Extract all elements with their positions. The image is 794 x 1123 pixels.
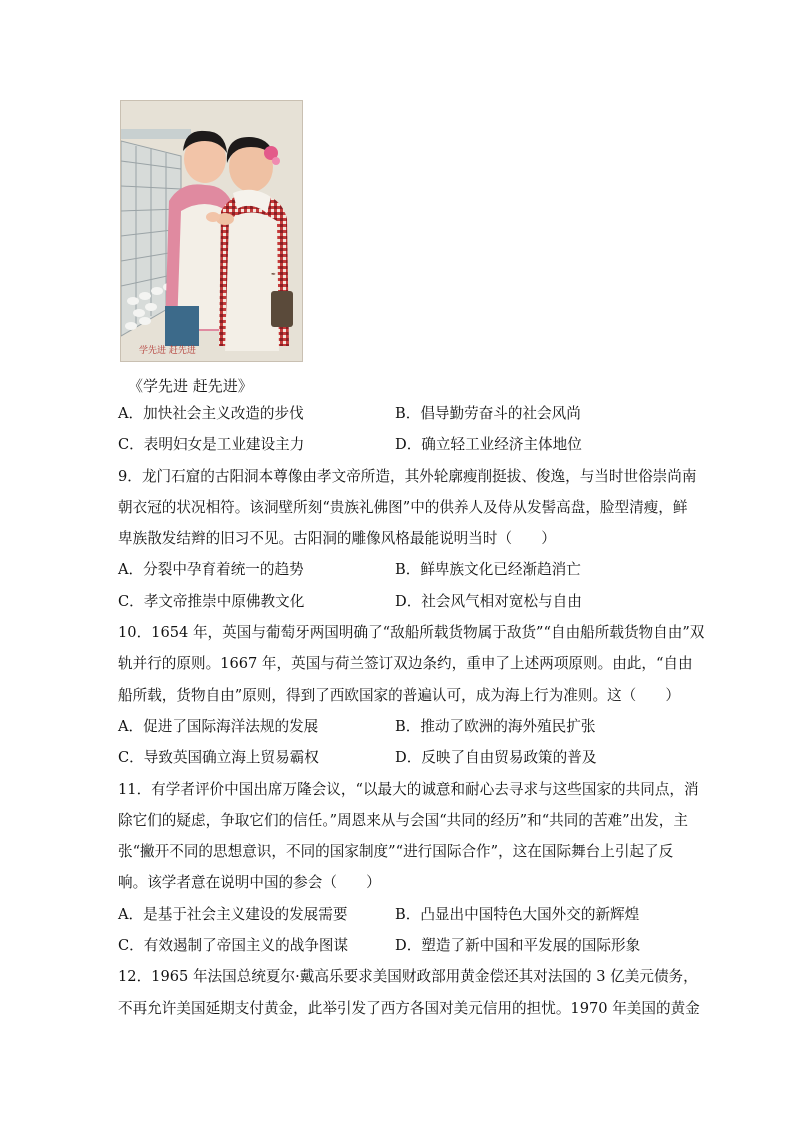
option-a[interactable]: A．促进了国际海洋法规的发展 bbox=[118, 717, 319, 735]
question-stem-line: 除它们的疑虑，争取它们的信任。”周恩来从与会国“共同的经历”和“共同的苦难”出发，主 bbox=[118, 811, 688, 829]
poster-signature-mark: ✒ bbox=[271, 271, 277, 278]
option-d[interactable]: D．确立轻工业经济主体地位 bbox=[395, 436, 582, 454]
option-b[interactable]: B．鲜卑族文化已经渐趋消亡 bbox=[395, 561, 581, 579]
question-stem-line: 响。该学者意在说明中国的参会（ ） bbox=[118, 874, 381, 892]
question-9 bbox=[118, 461, 697, 617]
options-row bbox=[118, 742, 678, 773]
question-stem-line: 张“撇开不同的思想意识，不同的国家制度”“进行国际合作”，这在国际舞台上引起了反 bbox=[118, 843, 674, 861]
option-a[interactable]: A．是基于社会主义建设的发展需要 bbox=[118, 905, 348, 923]
option-b[interactable]: B．推动了欧洲的海外殖民扩张 bbox=[395, 717, 596, 735]
option-a[interactable]: A．加快社会主义改造的步伐 bbox=[118, 405, 304, 422]
options-row bbox=[118, 398, 678, 429]
option-c[interactable]: C．表明妇女是工业建设主力 bbox=[118, 436, 305, 454]
question-stem-line: 船所载，货物自由”原则，得到了西欧国家的普遍认可，成为海上行为准则。这（ ） bbox=[118, 686, 681, 704]
options-row bbox=[118, 930, 678, 961]
option-a[interactable]: A．分裂中孕育着统一的趋势 bbox=[118, 561, 304, 579]
question-stem-line: 9．龙门石窟的古阳洞本尊像由孝文帝所造，其外轮廓瘦削挺拔、俊逸，与当时世俗崇尚南 bbox=[118, 467, 697, 485]
question-11 bbox=[118, 774, 699, 962]
option-d[interactable]: D．社会风气相对宽松与自由 bbox=[395, 592, 582, 610]
question-12 bbox=[118, 961, 700, 1024]
option-d[interactable]: D．反映了自由贸易政策的普及 bbox=[395, 749, 597, 767]
poster-slogan: 学先进 赶先进 bbox=[139, 346, 196, 356]
question-stem-line: 10．1654 年，英国与葡萄牙两国明确了“敌船所载货物属于敌货”“自由船所载货物自由”双 bbox=[118, 624, 705, 642]
option-b[interactable]: B．凸显出中国特色大国外交的新辉煌 bbox=[395, 905, 640, 923]
question-stem-line: 轨并行的原则。1667 年，英国与荷兰签订双边条约，重申了上述两项原则。由此，“自由 bbox=[118, 655, 693, 673]
question-10 bbox=[118, 617, 705, 773]
question-stem-line: 11．有学者评价中国出席万隆会议，“以最大的诚意和耐心去寻求与这些国家的共同点，消 bbox=[118, 780, 699, 798]
option-c[interactable]: C．孝文帝推崇中原佛教文化 bbox=[118, 592, 305, 610]
options-row bbox=[118, 899, 678, 930]
options-row bbox=[118, 711, 678, 742]
question-stem-line: 不再允许美国延期支付黄金，此举引发了西方各国对美元信用的担忧。1970 年美国的黄金 bbox=[118, 999, 700, 1017]
question-stem-line: 12．1965 年法国总统夏尔·戴高乐要求美国财政部用黄金偿还其对法国的 3 亿美元债务， bbox=[118, 968, 698, 986]
options-row bbox=[118, 429, 678, 460]
options-row bbox=[118, 586, 678, 617]
poster-illustration bbox=[121, 101, 302, 361]
propaganda-poster-image bbox=[120, 100, 303, 362]
image-caption: 《学先进 赶先进》 bbox=[128, 377, 253, 395]
option-b[interactable]: B．倡导勤劳奋斗的社会风尚 bbox=[395, 405, 581, 422]
question-stem-line: 朝衣冠的状况相符。该洞壁所刻“贵族礼佛图”中的供养人及侍从发髻高盘，脸型清瘦，鲜 bbox=[118, 498, 688, 516]
option-d[interactable]: D．塑造了新中国和平发展的国际形象 bbox=[395, 937, 641, 955]
options-row bbox=[118, 554, 678, 585]
option-c[interactable]: C．有效遏制了帝国主义的战争图谋 bbox=[118, 937, 349, 955]
option-c[interactable]: C．导致英国确立海上贸易霸权 bbox=[118, 749, 319, 767]
question-stem-line: 卑族散发结辫的旧习不见。古阳洞的雕像风格最能说明当时（ ） bbox=[118, 530, 556, 548]
question-content bbox=[118, 398, 705, 1024]
